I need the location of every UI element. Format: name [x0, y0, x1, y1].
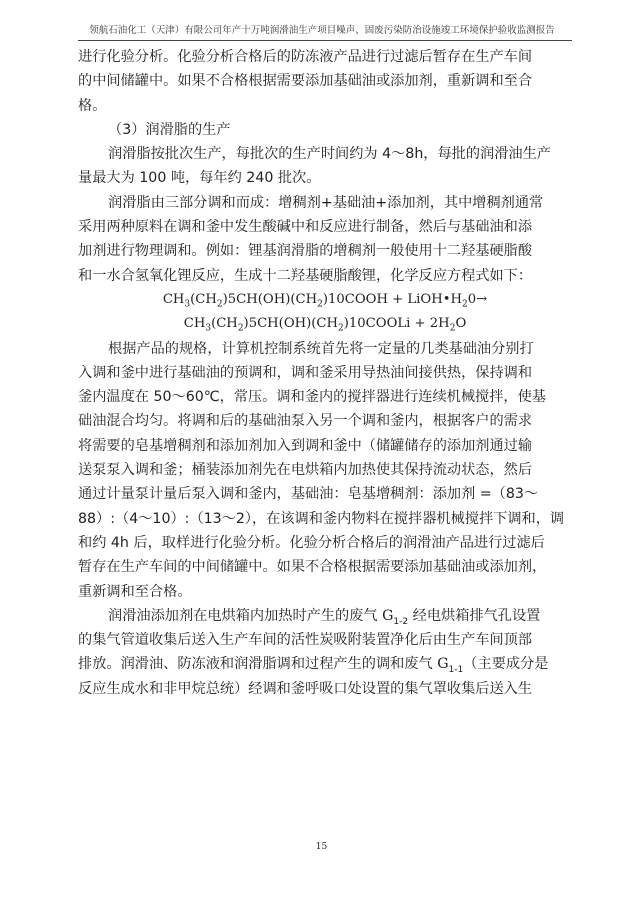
- text-line: 重新调和至合格。: [78, 583, 192, 600]
- text-line: 量最大为 100 吨，每年约 240 批次。: [78, 170, 321, 187]
- text-line: 将需要的皂基增稠剂和添加剂加入到调和釜中（储罐储存的添加剂通过输: [78, 437, 533, 454]
- equation-subscript: 3: [184, 299, 191, 310]
- equation-text: )5CH(OH)(CH: [243, 316, 339, 332]
- text-line: 采用两种原料在调和釜中发生酸碱中和反应进行制备，然后与基础油和添: [78, 219, 533, 236]
- body-text: [78, 45, 572, 701]
- text-line: 暂存在生产车间的中间储罐中。如果不合格根据需要添加基础油或添加剂，: [78, 559, 547, 576]
- running-header: 领航石油化工（天津）有限公司年产十万吨润滑油生产项目噪声、固废污染防治设施竣工环境保护验收监测报告: [89, 25, 555, 36]
- page-number: 15: [315, 842, 328, 852]
- text-line: 加剂进行物理调和。例如：锂基润滑脂的增稠剂一般使用十二羟基硬脂酸: [78, 243, 533, 260]
- equation-text: O: [455, 316, 467, 332]
- text-line: 的中间储罐中。如果不合格根据需要添加基础油或添加剂，重新调和至合: [78, 73, 533, 90]
- emission-code-subscript: 1-1: [448, 665, 464, 676]
- text-line: 通过计量泵计量后泵入调和釜内，基础油：皂基增稠剂：添加剂 =（83～: [78, 486, 539, 503]
- equation-text: )5CH(OH)(CH: [222, 291, 318, 307]
- section-heading: （3）润滑脂的生产: [108, 121, 231, 138]
- equation-text: 0→: [467, 291, 488, 307]
- emission-code: G: [382, 607, 394, 624]
- equation-text: )10COOH + LiOH•H: [322, 291, 462, 307]
- text-line: 和约 4h 后，取样进行化验分析。化验分析合格后的润滑油产品进行过滤后: [78, 534, 545, 551]
- equation-subscript: 2: [449, 323, 456, 334]
- equation-text: (CH: [211, 316, 238, 332]
- equation-subscript: 2: [461, 299, 468, 310]
- text-line: 和一水合氢氧化锂反应，生成十二羟基硬脂酸锂，化学反应方程式如下：: [78, 267, 533, 284]
- header-rule: [78, 40, 572, 41]
- text-span: 排放。润滑油、防冻液和润滑脂调和过程产生的调和废气: [78, 656, 438, 673]
- text-line: 送泵泵入调和釜；桶装添加剂先在电烘箱内加热使其保持流动状态，然后: [78, 462, 533, 479]
- text-line: 根据产品的规格，计算机控制系统首先将一定量的几类基础油分别打: [108, 340, 534, 357]
- chemical-equation-line-1: [78, 288, 572, 312]
- text-line: 的集气管道收集后送入生产车间的活性炭吸附装置净化后由生产车间顶部: [78, 632, 533, 649]
- text-span: 经电烘箱排气孔设置: [408, 607, 541, 624]
- equation-subscript: 2: [317, 299, 323, 310]
- chemical-equation-line-2: [78, 312, 572, 336]
- text-line: [78, 604, 572, 628]
- emission-code: G: [437, 656, 449, 673]
- equation-text: CH: [162, 291, 185, 307]
- equation-subscript: 3: [205, 323, 212, 334]
- text-line: [78, 652, 572, 676]
- text-line: 反应生成水和非甲烷总统）经调和釜呼吸口处设置的集气罩收集后送入生: [78, 680, 533, 697]
- equation-text: CH: [183, 316, 206, 332]
- equation-subscript: 2: [338, 323, 344, 334]
- text-line: 进行化验分析。化验分析合格后的防冻液产品进行过滤后暂存在生产车间: [78, 49, 533, 65]
- text-line: 润滑脂按批次生产，每批次的生产时间约为 4～8h，每批的润滑油生产: [108, 146, 551, 163]
- text-line: 润滑脂由三部分调和而成：增稠剂+基础油+添加剂，其中增稠剂通常: [108, 194, 544, 211]
- text-line: 88）:（4～10）:（13～2），在该调和釜内物料在搅拌器机械搅拌下调和，调: [78, 510, 565, 527]
- equation-subscript: 2: [237, 323, 244, 334]
- text-line: 入调和釜中进行基础油的预调和，调和釜采用导热油间接供热，保持调和: [78, 364, 533, 381]
- emission-code-subscript: 1-2: [393, 616, 409, 627]
- text-span: 润滑油添加剂在电烘箱内加热时产生的废气: [108, 607, 383, 624]
- text-line: 釜内温度在 50～60℃，常压。调和釜内的搅拌器进行连续机械搅拌，使基: [78, 389, 546, 406]
- text-line: 格。: [78, 97, 107, 114]
- equation-subscript: 2: [216, 299, 223, 310]
- text-span: （主要成分是: [463, 656, 549, 673]
- text-line: 础油混合均匀。将调和后的基础油泵入另一个调和釜内，根据客户的需求: [78, 413, 533, 430]
- equation-text: (CH: [190, 291, 217, 307]
- equation-text: )10COOLi + 2H: [343, 316, 450, 332]
